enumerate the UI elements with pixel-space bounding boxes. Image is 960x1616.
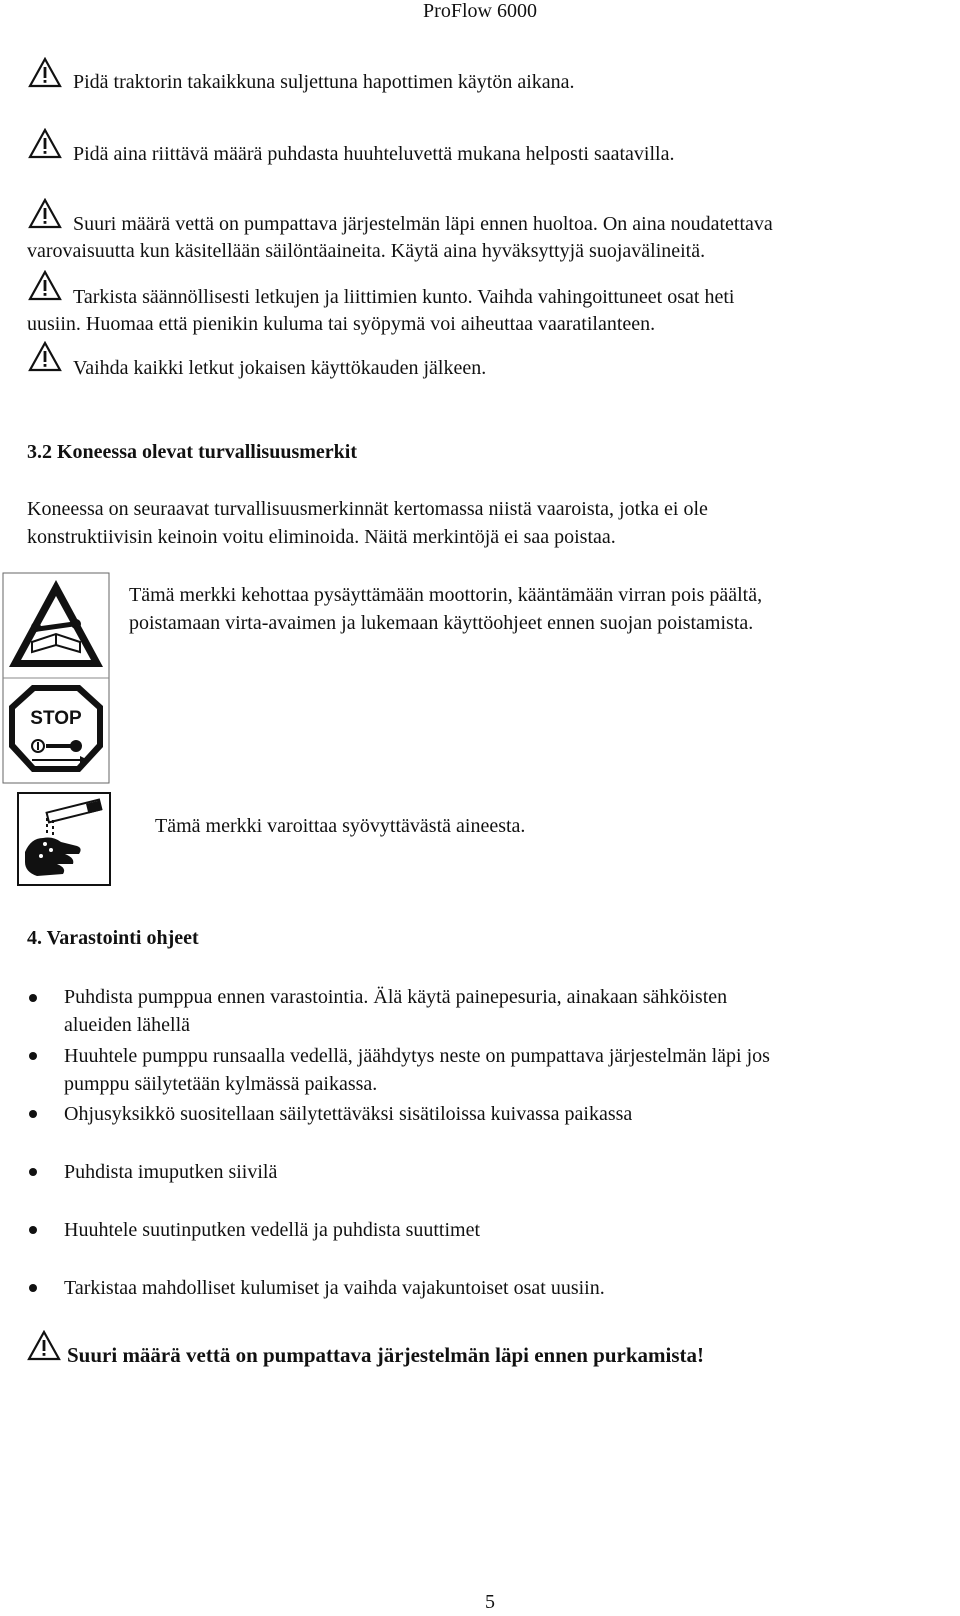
- warning-icon: [28, 128, 62, 160]
- section-intro: konstruktiivisin keinoin voitu eliminoida. Näitä merkintöjä ei saa poistaa.: [27, 526, 616, 548]
- bullet-icon: [29, 1226, 37, 1234]
- page-header-title: ProFlow 6000: [423, 0, 537, 22]
- bullet-icon: [29, 994, 37, 1002]
- section-intro: Koneessa on seuraavat turvallisuusmerkinnät kertomassa niistä vaaroista, jotka ei ole: [27, 498, 708, 520]
- list-item: Puhdista imuputken siivilä: [64, 1161, 278, 1183]
- sign-description: poistamaan virta-avaimen ja lukemaan käyttöohjeet ennen suojan poistamista.: [129, 612, 754, 634]
- warning-text: uusiin. Huomaa että pienikin kuluma tai syöpymä voi aiheuttaa vaaratilanteen.: [27, 313, 656, 335]
- sign-description: Tämä merkki varoittaa syövyttävästä aineesta.: [155, 815, 526, 837]
- list-item: Huuhtele suutinputken vedellä ja puhdista suuttimet: [64, 1219, 481, 1241]
- section-heading: 4. Varastointi ohjeet: [27, 927, 199, 949]
- warning-text: Vaihda kaikki letkut jokaisen käyttökauden jälkeen.: [73, 357, 487, 379]
- list-item: Huuhtele pumppu runsaalla vedellä, jäähdytys neste on pumpattava järjestelmän läpi jos: [64, 1045, 770, 1067]
- corrosive-sign: [17, 792, 111, 886]
- list-item: Ohjusyksikkö suositellaan säilytettäväksi sisätiloissa kuivassa paikassa: [64, 1103, 633, 1125]
- section-heading: 3.2 Koneessa olevat turvallisuusmerkit: [27, 441, 357, 463]
- warning-text: Tarkista säännöllisesti letkujen ja liittimien kunto. Vaihda vahingoittuneet osat heti: [73, 286, 735, 308]
- sign-description: Tämä merkki kehottaa pysäyttämään moottorin, kääntämään virran pois päältä,: [129, 584, 763, 606]
- warning-icon: [28, 270, 62, 302]
- warning-icon: [27, 1330, 61, 1362]
- warning-text: Suuri määrä vettä on pumpattava järjestelmän läpi ennen huoltoa. On aina noudatettava: [73, 213, 773, 235]
- warning-text: varovaisuutta kun käsitellään säilöntäaineita. Käytä aina hyväksyttyjä suojavälineitä.: [27, 240, 706, 262]
- bullet-icon: [29, 1110, 37, 1118]
- list-item: Puhdista pumppua ennen varastointia. Älä käytä painepesuria, ainakaan sähköisten: [64, 986, 728, 1008]
- warning-text: Pidä aina riittävä määrä puhdasta huuhteluvettä mukana helposti saatavilla.: [73, 143, 675, 165]
- list-item: Tarkistaa mahdolliset kulumiset ja vaihda vajakuntoiset osat uusiin.: [64, 1277, 605, 1299]
- bullet-icon: [29, 1168, 37, 1176]
- warning-icon: [28, 198, 62, 230]
- final-warning-text: Suuri määrä vettä on pumpattava järjestelmän läpi ennen purkamista!: [67, 1343, 705, 1367]
- bullet-icon: [29, 1284, 37, 1292]
- bullet-icon: [29, 1052, 37, 1060]
- warning-text: Pidä traktorin takaikkuna suljettuna hapottimen käytön aikana.: [73, 71, 575, 93]
- list-item: pumppu säilytetään kylmässä paikassa.: [64, 1073, 378, 1095]
- warning-icon: [28, 341, 62, 373]
- stop-sign-label: STOP: [30, 708, 82, 729]
- list-item: alueiden lähellä: [64, 1014, 191, 1036]
- page-number: 5: [485, 1591, 495, 1613]
- warning-icon: [28, 57, 62, 89]
- stop-read-manual-sign: [2, 572, 110, 784]
